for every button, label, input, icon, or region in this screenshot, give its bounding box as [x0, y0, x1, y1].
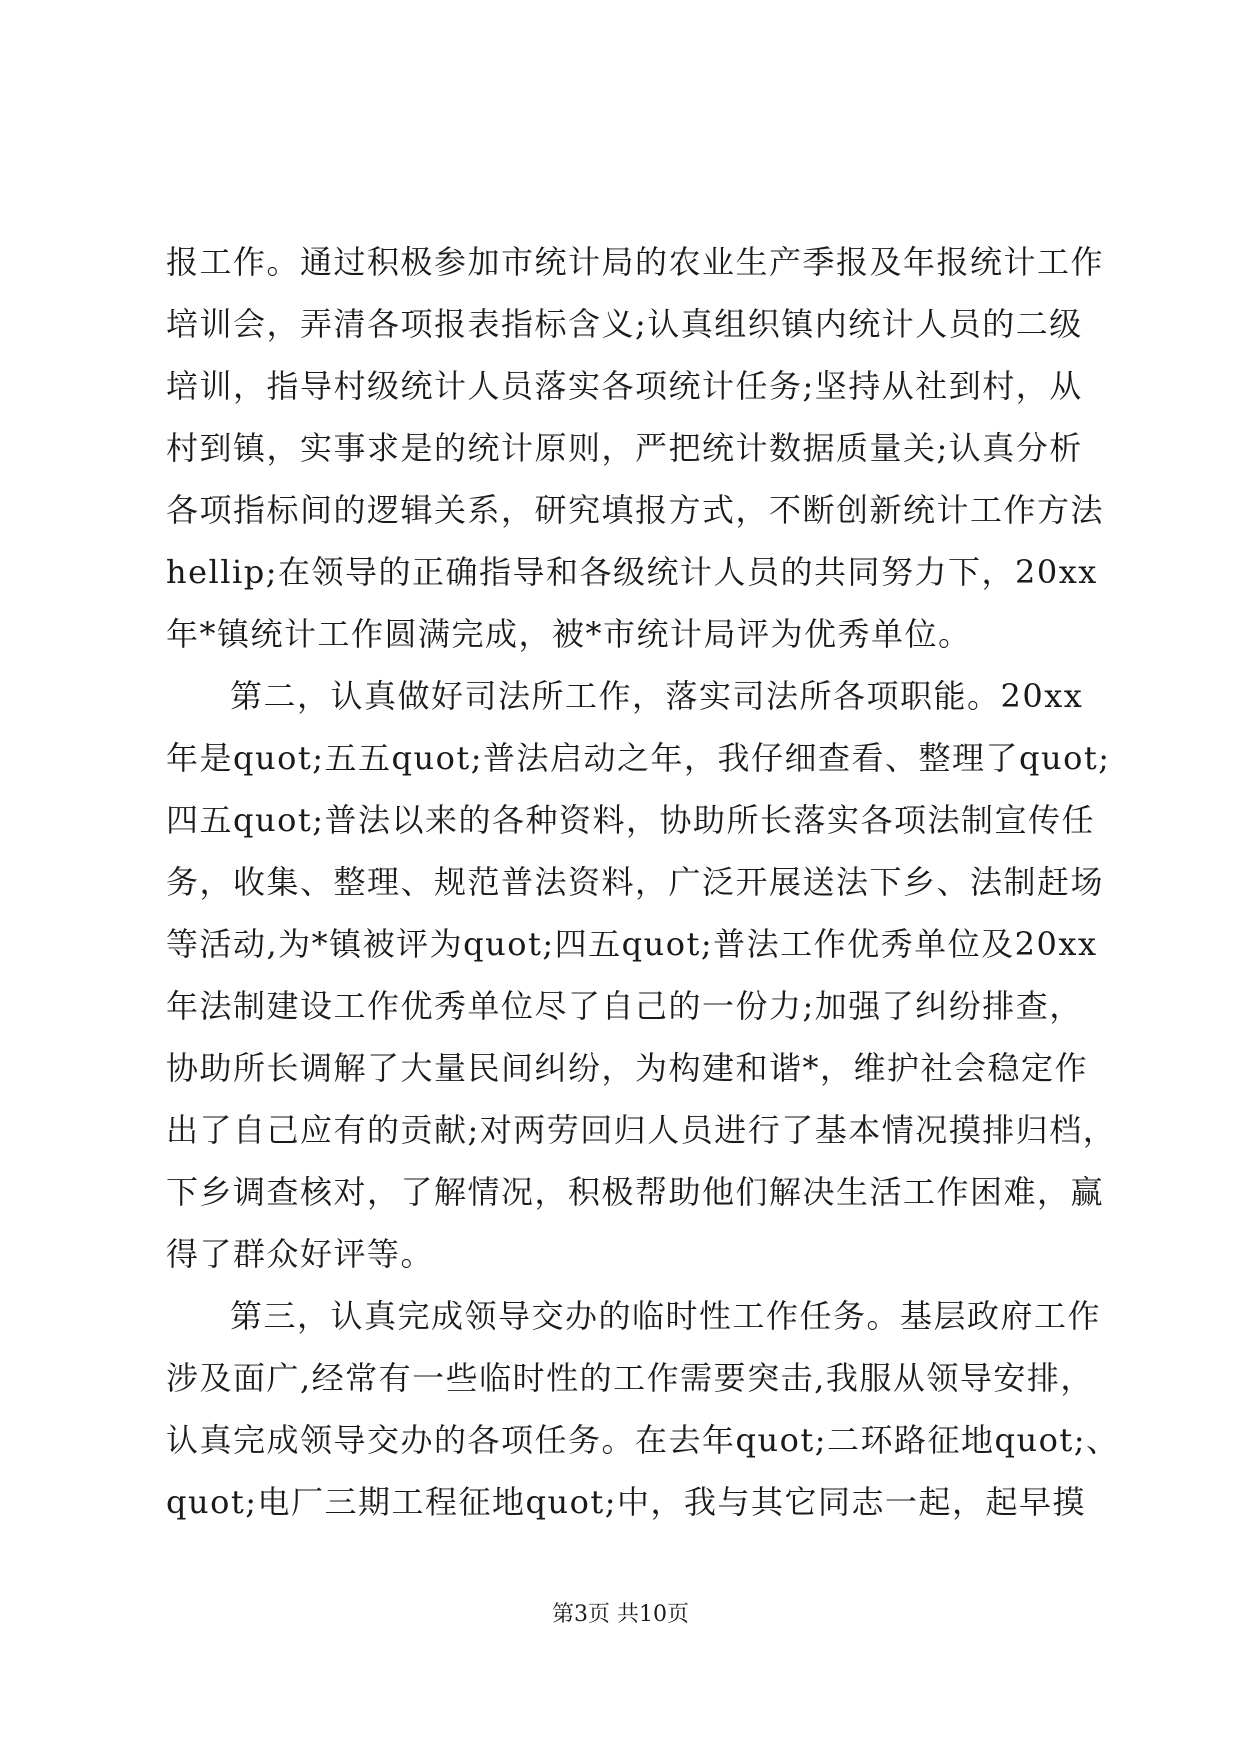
text-line: 务，收集、整理、规范普法资料，广泛开展送法下乡、法制赶场 — [166, 863, 1105, 901]
text-line: quot;电厂三期工程征地quot;中，我与其它同志一起，起早摸 — [166, 1483, 1087, 1521]
text-line: 村到镇，实事求是的统计原则，严把统计数据质量关;认真分析 — [166, 429, 1083, 467]
paragraph-start-line: 第二，认真做好司法所工作，落实司法所各项职能。20xx — [230, 677, 1084, 715]
text-line: hellip;在领导的正确指导和各级统计人员的共同努力下，20xx — [166, 553, 1098, 591]
text-line: 培训，指导村级统计人员落实各项统计任务;坚持从社到村，从 — [166, 367, 1083, 405]
text-line: 涉及面广,经常有一些临时性的工作需要突击,我服从领导安排， — [166, 1359, 1094, 1397]
text-line: 年是quot;五五quot;普法启动之年，我仔细查看、整理了quot; — [166, 739, 1111, 777]
text-line: 四五quot;普法以来的各种资料，协助所长落实各项法制宣传任 — [166, 801, 1096, 839]
page-number-footer: 第3页 共10页 — [552, 1602, 689, 1627]
text-line: 协助所长调解了大量民间纠纷，为构建和谐*，维护社会稳定作 — [166, 1049, 1089, 1087]
paragraph-start-line: 第三，认真完成领导交办的临时性工作任务。基层政府工作 — [230, 1297, 1102, 1335]
text-line: 年法制建设工作优秀单位尽了自己的一份力;加强了纠纷排查， — [166, 987, 1083, 1025]
text-line: 得了群众好评等。 — [166, 1235, 435, 1273]
text-line: 下乡调查核对，了解情况，积极帮助他们解决生活工作困难，赢 — [166, 1173, 1105, 1211]
text-line: 等活动,为*镇被评为quot;四五quot;普法工作优秀单位及20xx — [166, 925, 1098, 963]
text-line: 报工作。通过积极参加市统计局的农业生产季报及年报统计工作 — [166, 243, 1105, 281]
text-line: 培训会，弄清各项报表指标含义;认真组织镇内统计人员的二级 — [166, 305, 1083, 343]
text-line: 出了自己应有的贡献;对两劳回归人员进行了基本情况摸排归档， — [166, 1111, 1117, 1149]
text-line: 各项指标间的逻辑关系，研究填报方式，不断创新统计工作方法 — [166, 491, 1105, 529]
text-line: 年*镇统计工作圆满完成，被*市统计局评为优秀单位。 — [166, 615, 972, 653]
text-line: 认真完成领导交办的各项任务。在去年quot;二环路征地quot;、 — [166, 1421, 1120, 1459]
